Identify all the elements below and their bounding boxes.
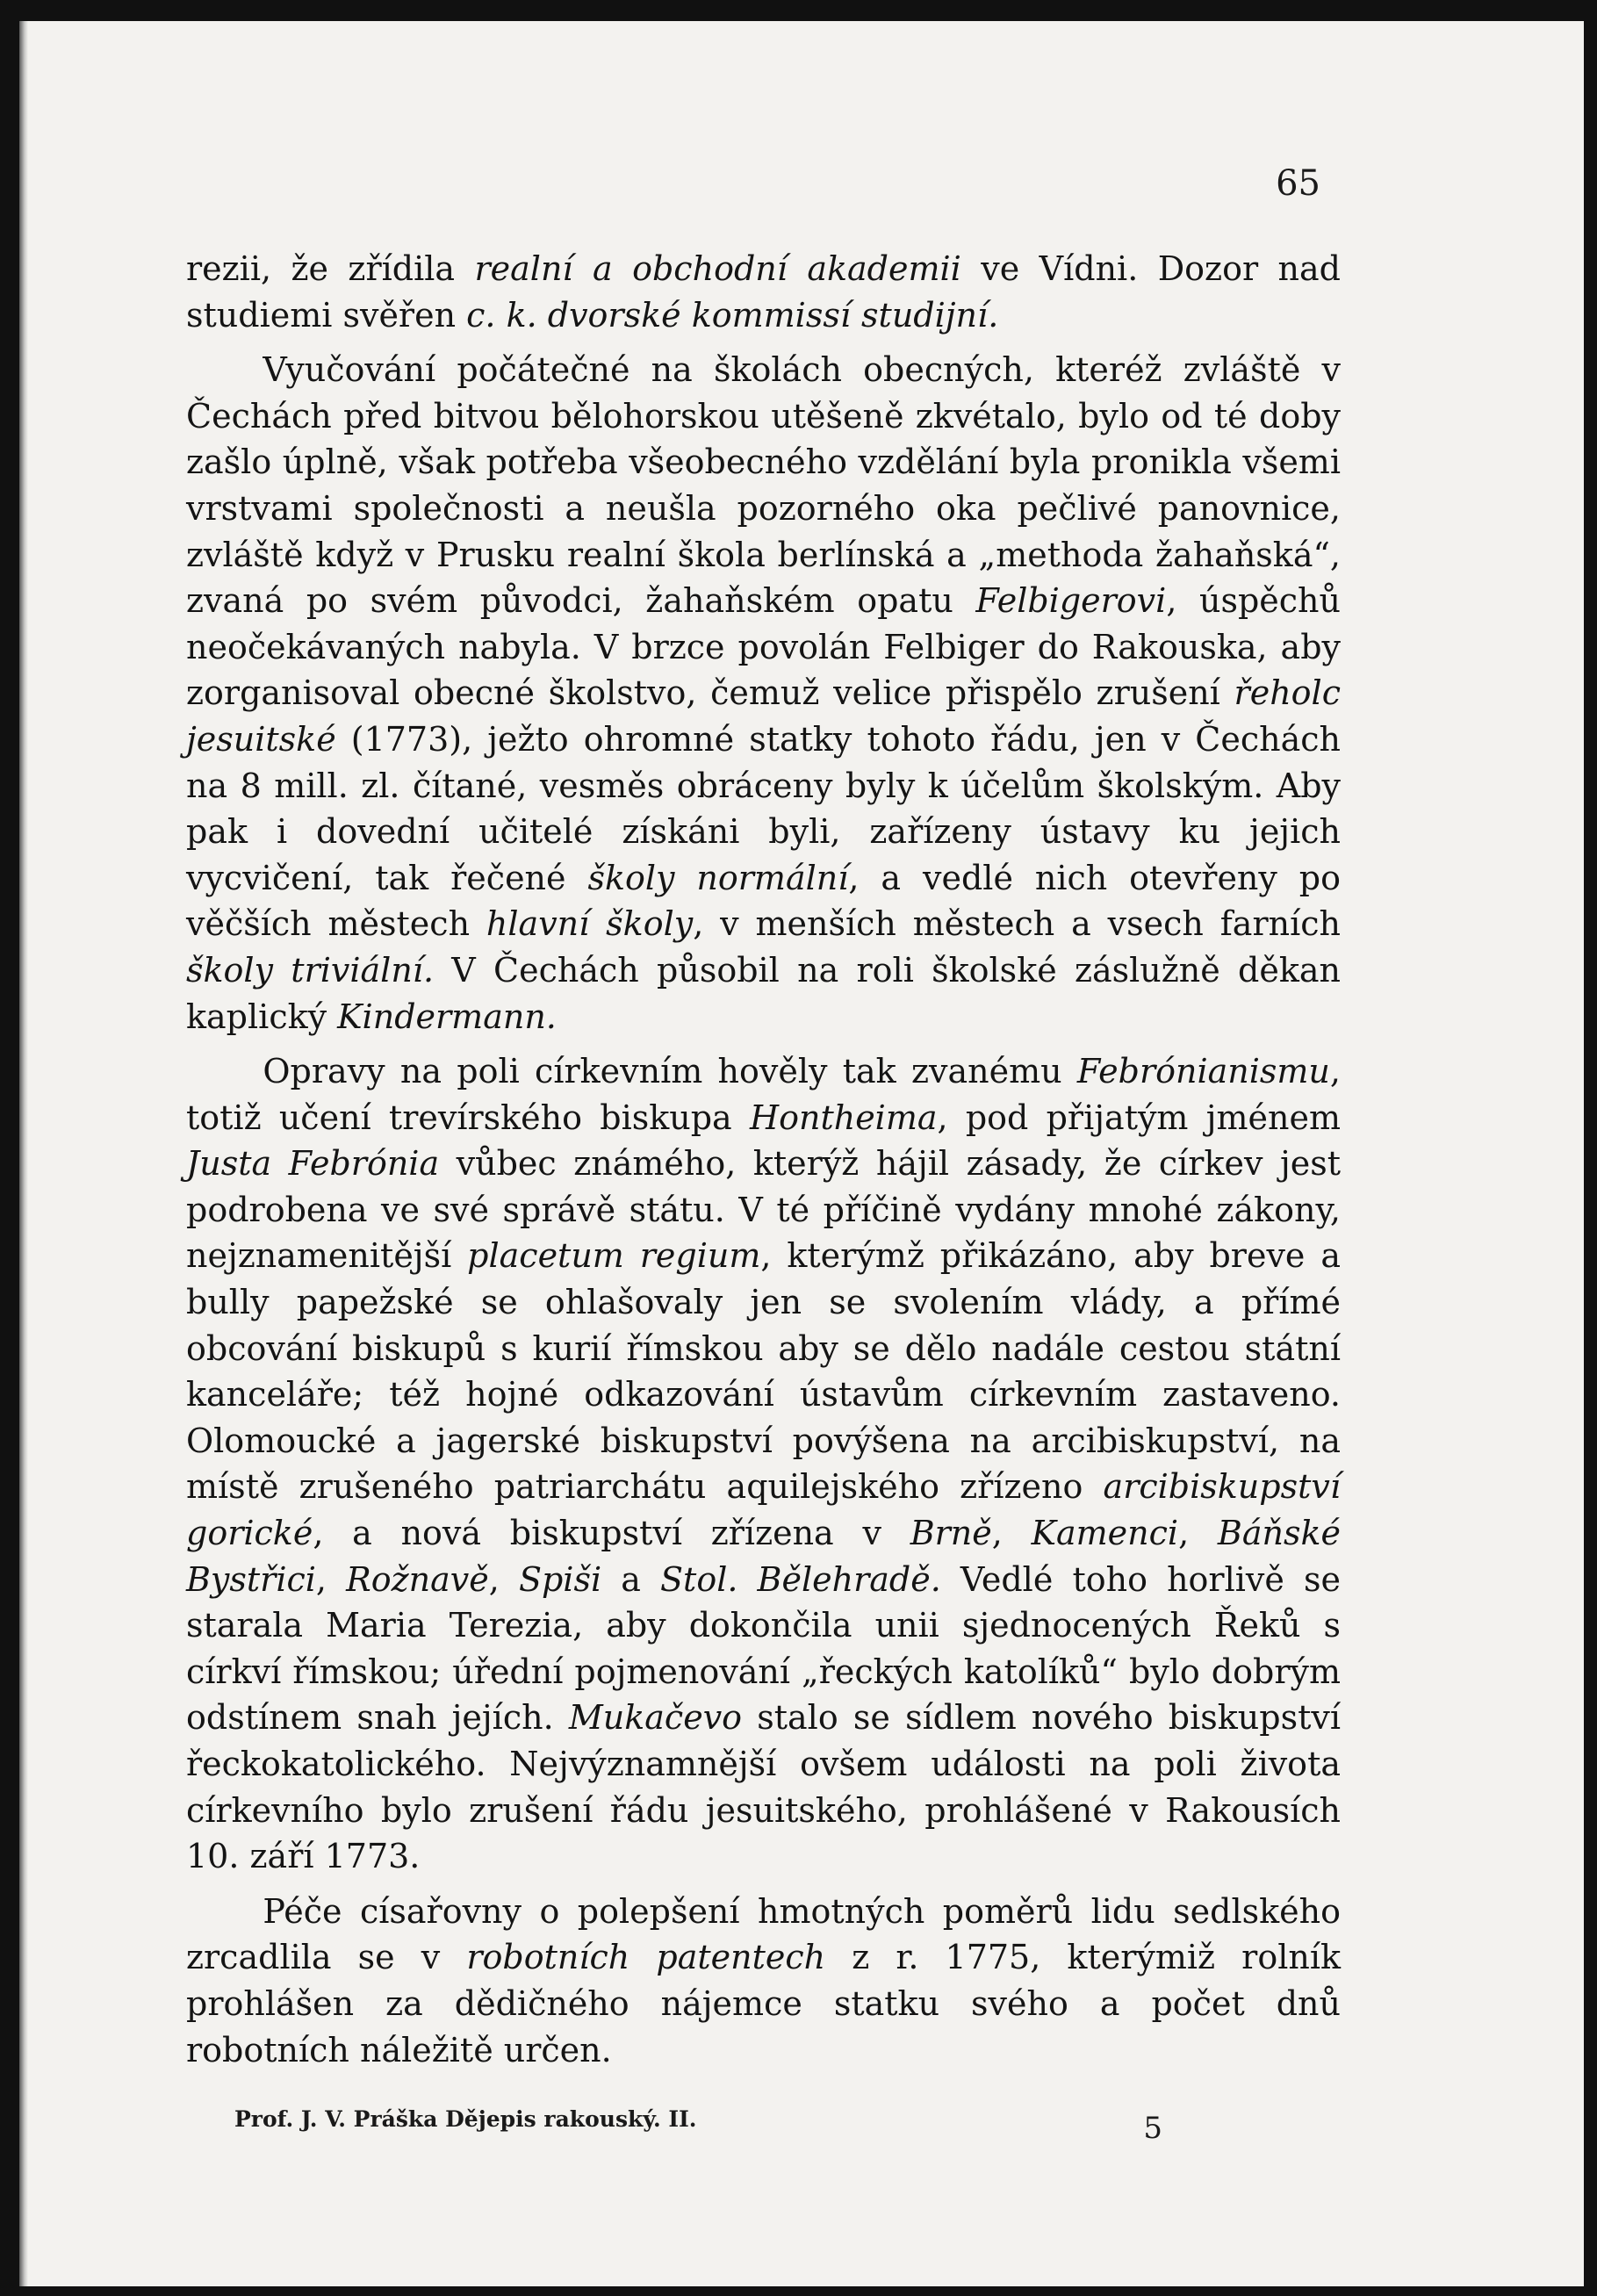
text-segment: Hontheima [749, 1098, 938, 1137]
book-page [19, 21, 1584, 2286]
text-segment: c. k. dvorské kommissí studijní. [466, 295, 999, 335]
text-segment: robotních patentech [466, 1938, 826, 1977]
text-segment: realní a obchodní akademii [474, 249, 961, 288]
text-segment: Rožnavě [346, 1559, 489, 1599]
text-segment: školy triviální. [186, 950, 435, 990]
footer-signature: Prof. J. V. Práška Dějepis rakouský. II. [234, 2106, 697, 2132]
text-segment: z r. 1775, kterýmiž rolník prohlášen za dědičného nájemce statku svého a počet dnů robotních náležitě určen. [186, 1938, 1342, 2069]
text-segment: Báňské Bystřici [186, 1514, 1341, 1599]
text-segment: , a vedlé nich otevřeny po věčších městech [186, 858, 1342, 944]
text-segment: , a nová biskupství zřízena v [313, 1514, 910, 1553]
text-segment: , úspěchů neočekávaných nabyla. V brzce povolán Felbiger do Rakouska, aby zorganisoval obecné školstvo, čemuž velice přispělo zrušení [186, 581, 1341, 713]
text-segment: Kamenci [1031, 1514, 1179, 1553]
text-segment: , v menších městech a vsech farních [693, 904, 1342, 944]
page-number: 65 [1276, 163, 1320, 204]
text-segment: V Čechách působil na roli školské záslužně děkan kaplický [186, 950, 1341, 1036]
text-segment: vůbec známého, kterýž hájil zásady, že církev jest podrobena ve své správě státu. V té příčině vydány mnohé zákony, nejznamenitější [186, 1144, 1342, 1276]
paragraph-3 [186, 1048, 1341, 1880]
page-edge-shadow [19, 21, 28, 2286]
text-segment: placetum regium [467, 1236, 761, 1276]
text-segment: a [601, 1559, 661, 1599]
text-segment: rezii, že zřídila [186, 249, 475, 288]
text-segment: Stol. Bělehradě. [660, 1559, 941, 1599]
text-segment: řeholc jesuitské [186, 673, 1341, 759]
text-segment: Brně [910, 1514, 992, 1553]
paragraph-4 [186, 1889, 1341, 2073]
text-segment: ve Vídni. Dozor nad studiemi svěřen [186, 249, 1342, 335]
text-segment: stalo se sídlem nového biskupství řeckokatolického. Nejvýznamnější ovšem události na poli života církevního bylo zrušení řádu jesuitského, prohlášené v Rakousích 10. září 1773. [186, 1698, 1341, 1876]
text-segment: Febrónianismu [1076, 1052, 1330, 1091]
text-segment: arcibiskupství gorické [186, 1467, 1341, 1553]
text-segment: Justa Febrónia [186, 1144, 440, 1184]
text-segment: , totiž učení trevírského biskupa [186, 1052, 1341, 1137]
text-segment: , pod přijatým jménem [937, 1098, 1341, 1137]
sheet-signature-mark: 5 [1143, 2111, 1162, 2146]
text-segment: Felbigerovi [975, 581, 1167, 621]
text-segment: Opravy na poli církevním hověly tak zvanému [263, 1052, 1077, 1091]
text-segment: Vedlé toho horlivě se starala Maria Terezia, aby dokončila unii sjednocených Řeků s církví římskou; úřední pojmenování „řeckých katolíků“ bylo dobrým odstínem snah jejích. [186, 1559, 1341, 1738]
text-segment: , [488, 1559, 519, 1599]
body-text [186, 246, 1341, 2082]
text-segment: Spiši [518, 1559, 602, 1599]
text-segment: školy normální [587, 858, 849, 897]
text-segment: Vyučování počátečné na školách obecných, kteréž zvláště v Čechách před bitvou bělohorskou utěšeně zkvétalo, bylo od té doby zašlo úplně, však potřeba všeobecného vzdělání byla pronikla všemi vrstvami společnosti a neušla pozorného oka pečlivé panovnice, zvláště když v Prusku realní škola berlínská a „methoda žahaňská“, zvaná po svém původci, žahaňském opatu [186, 350, 1341, 621]
text-segment: Péče císařovny o polepšení hmotných poměrů lidu sedlského zrcadlila se v [186, 1891, 1341, 1977]
text-segment: hlavní školy [486, 904, 694, 944]
paragraph-1 [186, 246, 1341, 338]
text-segment: (1773), ježto ohromné statky tohoto řádu, jen v Čechách na 8 mill. zl. čítané, vesměs obráceny byly k účelům školským. Aby pak i dovední učitelé získáni byli, zařízeny ústavy ku jejich vycvičení, tak řečené [186, 719, 1341, 897]
paragraph-2 [186, 347, 1341, 1040]
text-segment: Kindermann. [337, 997, 557, 1036]
text-segment: , [991, 1514, 1032, 1553]
text-segment: , [1178, 1514, 1218, 1553]
text-segment: Mukačevo [568, 1698, 743, 1738]
text-segment: , [315, 1559, 347, 1599]
text-segment: , kterýmž přikázáno, aby breve a bully papežské se ohlašovaly jen se svolením vlády, a přímé obcování biskupů s kurií římskou aby se dělo nadále cestou státní kanceláře; též hojné odkazování ústavům církevním zastaveno. Olomoucké a jagerské biskupství povýšena na arcibiskupství, na místě zrušeného patriarchátu aquilejského zřízeno [186, 1236, 1341, 1507]
